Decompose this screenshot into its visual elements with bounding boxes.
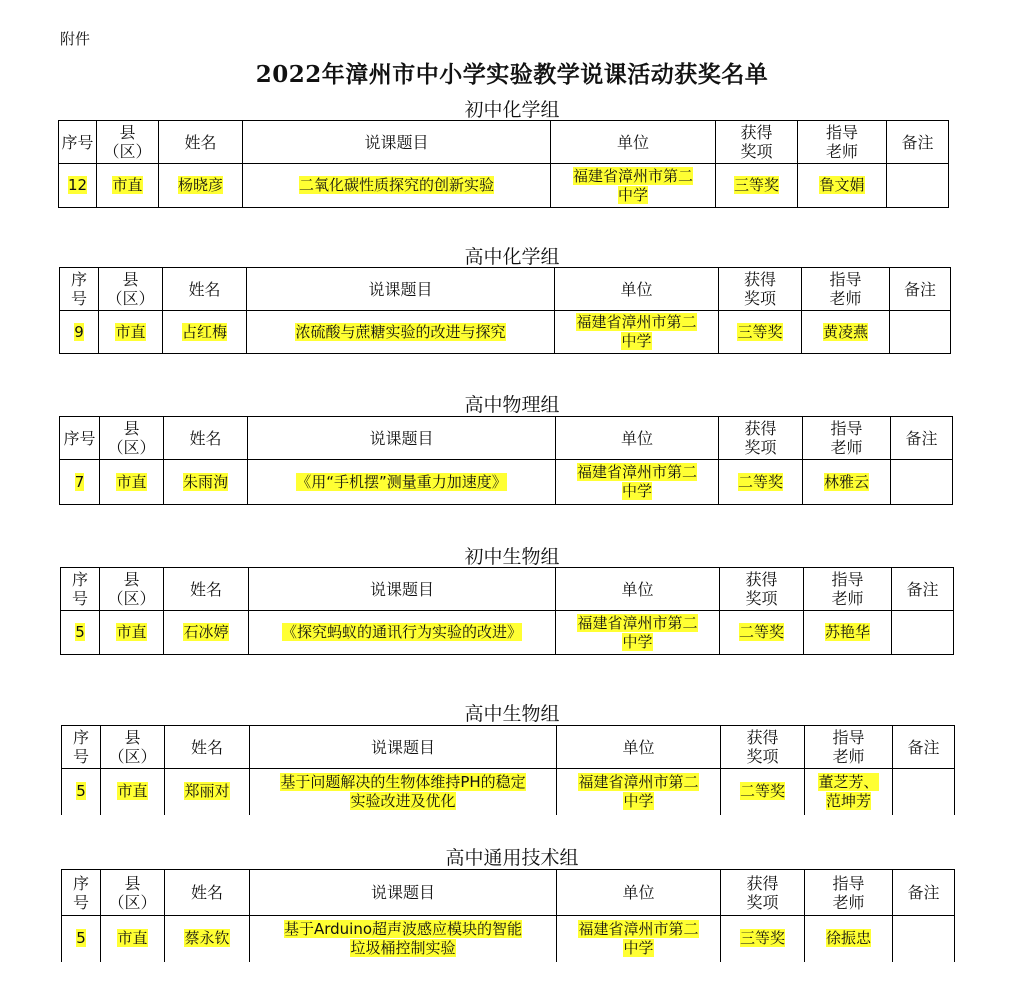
cell-award: 三等奖 [721,916,805,962]
header-county: 县 （区） [101,870,165,916]
header-topic: 说课题目 [243,121,551,164]
header-teacher: 指导 老师 [805,870,893,916]
header-name: 姓名 [164,568,249,611]
award-table-4 [60,567,954,655]
cell-unit: 福建省漳州市第二 中学 [551,164,716,208]
header-unit: 单位 [557,726,721,769]
cell-teacher: 苏艳华 [804,611,892,655]
header-no: 序号 [60,417,100,460]
cell-award: 二等奖 [720,611,804,655]
header-name: 姓名 [164,417,248,460]
header-row [60,417,953,460]
cell-remark [892,611,954,655]
header-remark: 备注 [891,417,953,460]
cell-remark [887,164,949,208]
header-county: 县 （区） [97,121,159,164]
header-teacher: 指导 老师 [803,417,891,460]
header-row [62,726,955,769]
header-unit: 单位 [556,417,719,460]
header-award: 获得 奖项 [716,121,798,164]
header-award: 获得 奖项 [719,417,803,460]
header-remark: 备注 [890,268,951,311]
group-title: 高中化学组 [464,246,560,268]
cell-no: 12 [59,164,97,208]
cell-award: 二等奖 [719,460,803,505]
header-award: 获得 奖项 [719,268,802,311]
cell-county: 市直 [101,769,165,815]
header-row [59,121,949,164]
header-county: 县 （区） [100,568,164,611]
group-title: 高中通用技术组 [445,847,579,869]
header-teacher: 指导 老师 [802,268,890,311]
header-teacher: 指导 老师 [804,568,892,611]
header-name: 姓名 [159,121,243,164]
header-remark: 备注 [892,568,954,611]
cell-no: 5 [61,611,100,655]
header-row [62,870,955,916]
header-name: 姓名 [165,870,250,916]
header-award: 获得 奖项 [720,568,804,611]
group-title: 高中物理组 [464,394,560,416]
header-topic: 说课题目 [250,726,557,769]
header-unit: 单位 [555,268,719,311]
page-title: 2022年漳州市中小学实验教学说课活动获奖名单 [255,61,769,88]
cell-award: 二等奖 [721,769,805,815]
cell-no: 5 [62,916,101,962]
award-table-6 [61,869,955,962]
header-no: 序 号 [61,568,100,611]
cell-remark [893,916,955,962]
cell-name: 石冰婷 [164,611,249,655]
table-row [62,916,955,962]
cell-teacher: 鲁文娟 [798,164,887,208]
header-name: 姓名 [163,268,247,311]
cell-county: 市直 [100,611,164,655]
cell-topic: 《探究蚂蚁的通讯行为实验的改进》 [249,611,556,655]
header-award: 获得 奖项 [721,726,805,769]
header-topic: 说课题目 [249,568,556,611]
cell-award: 三等奖 [716,164,798,208]
attachment-label: 附件 [60,30,91,48]
cell-unit: 福建省漳州市第二 中学 [557,916,721,962]
cell-remark [890,311,951,354]
cell-topic: 基于问题解决的生物体维持PH的稳定 实验改进及优化 [250,769,557,815]
cell-name: 郑丽对 [165,769,250,815]
header-county: 县 （区） [100,417,164,460]
cell-name: 占红梅 [163,311,247,354]
award-table-5 [61,725,955,815]
cell-remark [893,769,955,815]
cell-no: 5 [62,769,101,815]
header-county: 县 （区） [99,268,163,311]
table-row [60,311,951,354]
header-county: 县 （区） [101,726,165,769]
cell-unit: 福建省漳州市第二 中学 [556,611,720,655]
table-row [61,611,954,655]
cell-county: 市直 [100,460,164,505]
header-no: 序 号 [62,870,101,916]
cell-teacher: 徐振忠 [805,916,893,962]
cell-topic: 基于Arduino超声波感应模块的智能 垃圾桶控制实验 [250,916,557,962]
header-teacher: 指导 老师 [798,121,887,164]
header-row [60,268,951,311]
cell-teacher: 董芝芳、 范坤芳 [805,769,893,815]
cell-unit: 福建省漳州市第二 中学 [555,311,719,354]
cell-award: 三等奖 [719,311,802,354]
header-remark: 备注 [893,870,955,916]
header-unit: 单位 [557,870,721,916]
header-row [61,568,954,611]
award-table-1 [58,120,949,208]
cell-county: 市直 [99,311,163,354]
award-table-2 [59,267,951,354]
header-remark: 备注 [887,121,949,164]
cell-name: 朱雨洵 [164,460,248,505]
table-row [62,769,955,815]
cell-unit: 福建省漳州市第二 中学 [557,769,721,815]
header-topic: 说课题目 [250,870,557,916]
cell-name: 杨晓彦 [159,164,243,208]
cell-no: 7 [60,460,100,505]
group-title: 初中生物组 [464,546,560,568]
header-no: 序号 [59,121,97,164]
award-table-3 [59,416,953,505]
table-row [60,460,953,505]
header-unit: 单位 [551,121,716,164]
cell-topic: 二氧化碳性质探究的创新实验 [243,164,551,208]
group-title: 高中生物组 [464,703,560,725]
cell-teacher: 林雅云 [803,460,891,505]
header-remark: 备注 [893,726,955,769]
header-no: 序 号 [60,268,99,311]
cell-name: 蔡永钦 [165,916,250,962]
cell-county: 市直 [97,164,159,208]
cell-unit: 福建省漳州市第二 中学 [556,460,719,505]
cell-county: 市直 [101,916,165,962]
cell-no: 9 [60,311,99,354]
header-name: 姓名 [165,726,250,769]
cell-remark [891,460,953,505]
header-no: 序 号 [62,726,101,769]
group-title: 初中化学组 [464,99,560,121]
header-topic: 说课题目 [247,268,555,311]
header-unit: 单位 [556,568,720,611]
header-award: 获得 奖项 [721,870,805,916]
header-teacher: 指导 老师 [805,726,893,769]
table-row [59,164,949,208]
header-topic: 说课题目 [248,417,556,460]
cell-topic: 浓硫酸与蔗糖实验的改进与探究 [247,311,555,354]
cell-teacher: 黄凌燕 [802,311,890,354]
cell-topic: 《用“手机摆”测量重力加速度》 [248,460,556,505]
